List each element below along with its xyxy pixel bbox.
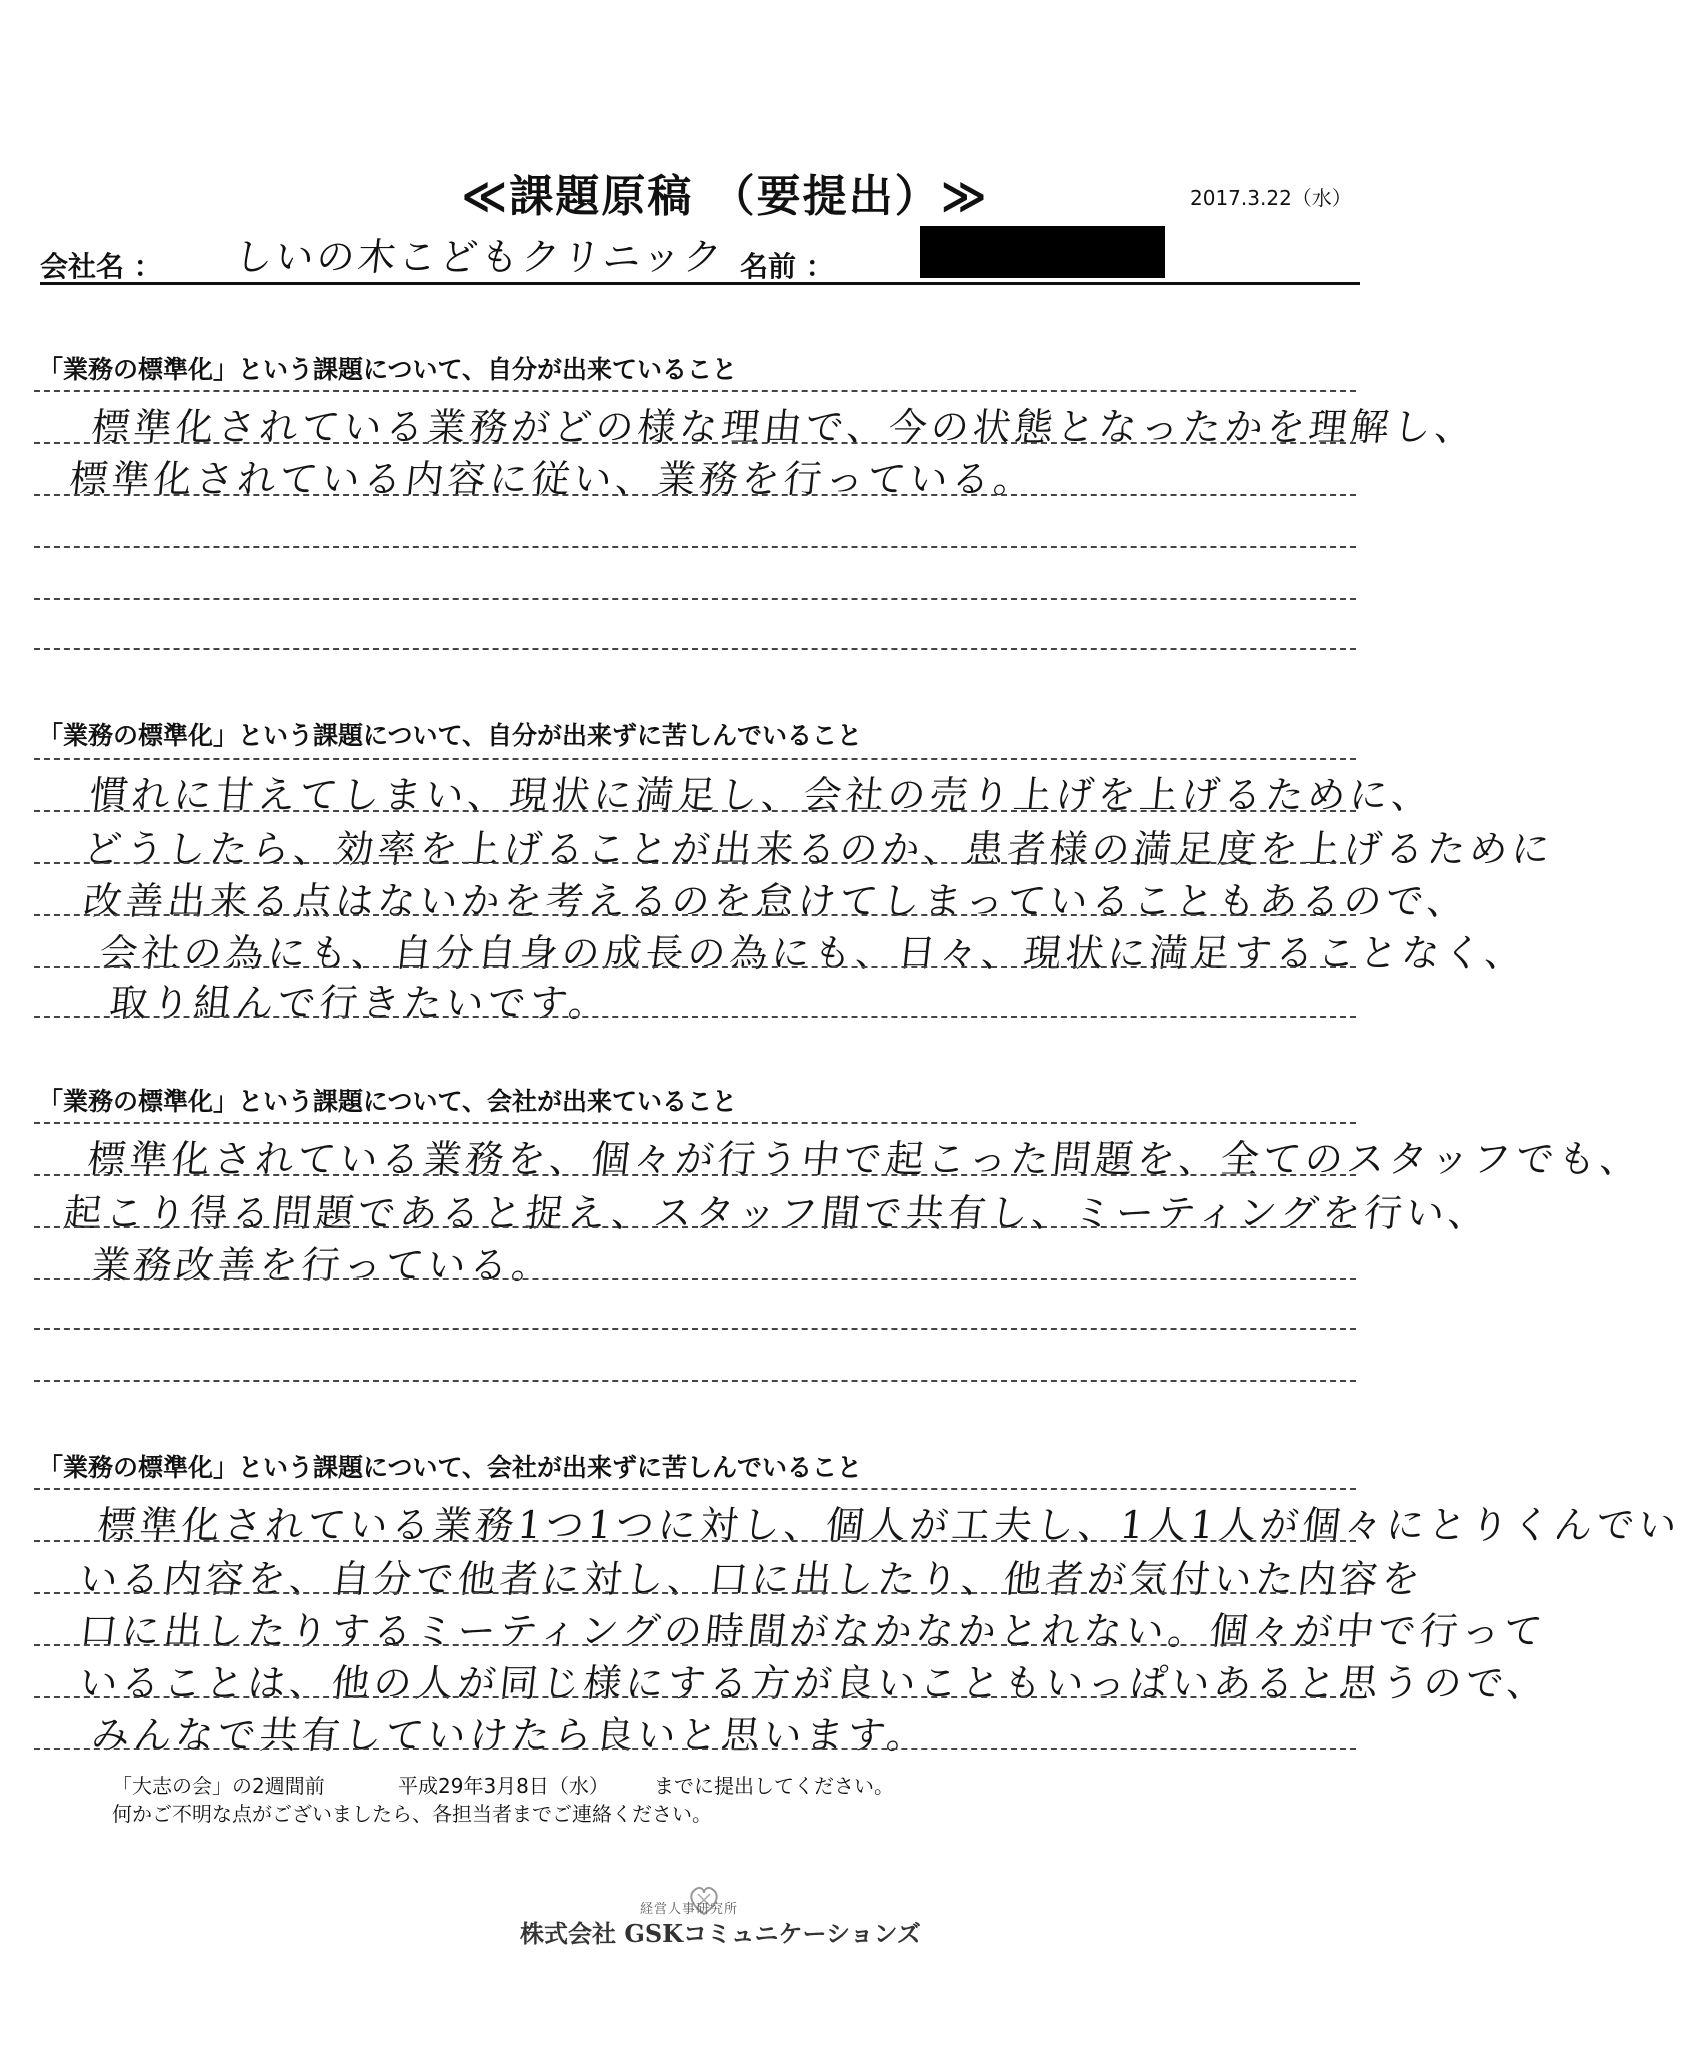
section-2-line-4: 会社の為にも、自分自身の成長の為にも、日々、現状に満足することなく、 [97, 931, 1530, 975]
section-2-line-1: 慣れに甘えてしまい、現状に満足し、会社の売り上げを上げるために、 [87, 773, 1436, 817]
footer-deadline-prefix: 「大志の会」の2週間前 [112, 1774, 325, 1798]
section-4-heading: 「業務の標準化」という課題について、会社が出来ずに苦しんでいること [38, 1453, 863, 1482]
ruled-line [34, 758, 1356, 760]
ruled-line [34, 1488, 1356, 1490]
ruled-line [34, 1748, 1356, 1750]
ruled-line [34, 966, 1356, 968]
ruled-line [34, 1016, 1356, 1018]
ruled-line [34, 1278, 1356, 1280]
section-1-line-1: 標準化されている業務がどの様な理由で、今の状態となったかを理解し、 [89, 405, 1480, 449]
name-label: 名前 ： [740, 250, 834, 283]
section-3-line-3: 業務改善を行っている。 [89, 1243, 556, 1287]
section-2-line-3: 改善出来る点はないかを考えるのを怠けてしまっていることもあるので、 [81, 879, 1472, 923]
ruled-line [34, 1380, 1356, 1382]
logo-company-name: 株式会社 GSKコミュニケーションズ [520, 1919, 921, 1948]
section-1-line-2: 標準化されている内容に従い、業務を行っている。 [67, 457, 1038, 501]
footer-deadline-date: 平成29年3月8日（水） [398, 1774, 609, 1798]
section-4-line-4: いることは、他の人が同じ様にする方が良いこともいっぱいあると思うので、 [77, 1661, 1552, 1705]
section-4-line-3: 口に出したりするミーティングの時間がなかなかとれない。個々が中で行って [77, 1609, 1549, 1653]
document-date: 2017.3.22（水） [1190, 186, 1352, 210]
ruled-line [34, 494, 1356, 496]
section-1-heading: 「業務の標準化」という課題について、自分が出来ていること [38, 355, 738, 384]
section-4-line-5: みんなで共有していけたら良いと思います。 [89, 1713, 931, 1757]
section-4-line-2: いる内容を、自分で他者に対し、口に出したり、他者が気付いた内容を [77, 1557, 1426, 1601]
section-2-heading: 「業務の標準化」という課題について、自分が出来ずに苦しんでいること [38, 721, 863, 750]
ruled-line [34, 598, 1356, 600]
redacted-name [920, 226, 1165, 278]
ruled-line [34, 1644, 1356, 1646]
company-value: しいの木こどもクリニック [232, 235, 727, 279]
ruled-line [34, 862, 1356, 864]
header-underline [40, 282, 1360, 285]
ruled-line [34, 390, 1356, 392]
company-label: 会社名 ： [40, 250, 162, 283]
ruled-line [34, 1174, 1356, 1176]
ruled-line [34, 442, 1356, 444]
ruled-line [34, 810, 1356, 812]
footer-deadline-suffix: までに提出してください。 [654, 1774, 894, 1798]
logo-subtitle: 経営人事研究所 [640, 1902, 739, 1917]
footer-contact-note: 何かご不明な点がございましたら、各担当者までご連絡ください。 [112, 1802, 712, 1826]
section-3-heading: 「業務の標準化」という課題について、会社が出来ていること [38, 1087, 738, 1116]
section-2-line-2: どうしたら、効率を上げることが出来るのか、患者様の満足度を上げるために [81, 827, 1556, 871]
ruled-line [34, 1592, 1356, 1594]
ruled-line [34, 1540, 1356, 1542]
ruled-line [34, 1122, 1356, 1124]
ruled-line [34, 1696, 1356, 1698]
ruled-line [34, 1328, 1356, 1330]
document-title: ≪課題原稿 （要提出）≫ [461, 171, 989, 222]
section-2-line-5: 取り組んで行きたいです。 [107, 981, 613, 1025]
ruled-line [34, 648, 1356, 650]
section-3-line-2: 起こり得る問題であると捉え、スタッフ間で共有し、ミーティングを行い、 [61, 1191, 1493, 1235]
section-4-line-1: 標準化されている業務1つ1つに対し、個人が工夫し、1人1人が個々にとりくんでい [95, 1503, 1683, 1547]
ruled-line [34, 1226, 1356, 1228]
ruled-line [34, 546, 1356, 548]
section-3-line-1: 標準化されている業務を、個々が行う中で起こった問題を、全てのスタッフでも、 [85, 1137, 1645, 1181]
ruled-line [34, 914, 1356, 916]
